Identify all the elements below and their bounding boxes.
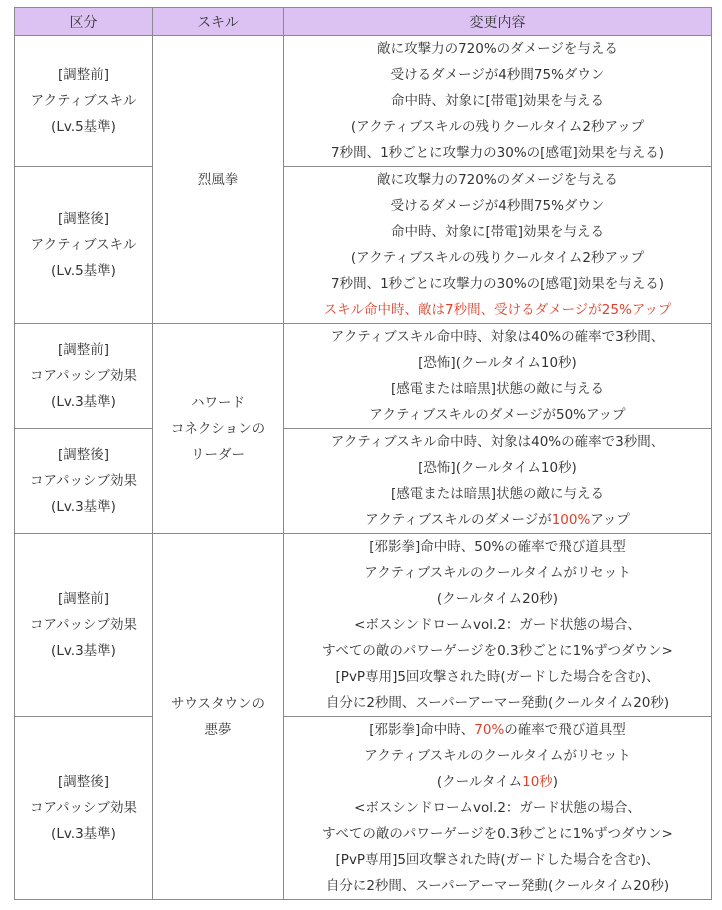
change-text: 自分に2秒間、スーパーアーマー発動(クールタイム20秒): [325, 878, 670, 894]
category-cell: [15, 429, 153, 534]
change-text: 受けるダメージが4秒間75%ダウン: [390, 67, 605, 83]
change-line: [284, 88, 711, 114]
table-header-row: [15, 8, 712, 36]
change-text: <ボスシンドロームvol.2：ガード状態の場合、: [354, 617, 641, 633]
change-line: [284, 481, 711, 507]
change-text: [PvP専用]5回攻撃された時(ガードした場合を含む)、: [335, 669, 660, 685]
change-text: (アクティブスキルの残りクールタイム2秒アップ: [350, 250, 645, 266]
category-line: [調整後]: [57, 211, 110, 227]
header-changes: 変更内容: [284, 8, 712, 36]
change-text: [恐怖](クールタイム10秒): [418, 355, 577, 371]
change-line: [284, 297, 711, 323]
change-text: <ボスシンドロームvol.2：ガード状態の場合、: [354, 800, 641, 816]
skill-name-cell: [153, 534, 284, 900]
change-text: アクティブスキルのダメージが50%アップ: [369, 407, 626, 423]
skill-name-line: 悪夢: [204, 721, 232, 738]
change-text: アクティブスキルのクールタイムがリセット: [364, 565, 631, 581]
skill-changes-table: [14, 7, 712, 900]
change-line: [284, 167, 711, 193]
skill-name-line: ハワード: [191, 394, 245, 411]
changes-cell: [284, 717, 712, 900]
change-line: [284, 62, 711, 88]
change-line: [284, 690, 711, 716]
table-row: [15, 167, 712, 324]
change-line: [284, 717, 711, 743]
change-line: [284, 821, 711, 847]
category-line: コアパッシブ効果: [30, 368, 137, 384]
category-line: [調整後]: [57, 774, 110, 790]
category-line: コアパッシブ効果: [30, 473, 137, 489]
change-line: [284, 219, 711, 245]
change-text: 7秒間、1秒ごとに攻撃力の30%の[感電]効果を与える): [331, 145, 664, 161]
change-line: [284, 664, 711, 690]
highlighted-change-text: 70%: [474, 722, 505, 738]
category-line: コアパッシブ効果: [30, 617, 137, 633]
changes-cell: [284, 534, 712, 717]
highlighted-change-text: 100%: [551, 512, 591, 528]
change-text: アクティブスキルのクールタイムがリセット: [364, 748, 631, 764]
change-text: 受けるダメージが4秒間75%ダウン: [390, 198, 605, 214]
category-line: (Lv.3基準): [51, 826, 116, 842]
skill-name-line: 烈風拳: [197, 171, 239, 188]
change-line: [284, 350, 711, 376]
change-line: [284, 586, 711, 612]
change-text: ): [552, 774, 559, 790]
change-line: [284, 114, 711, 140]
change-text: アップ: [590, 512, 630, 528]
table-row: [15, 717, 712, 900]
change-text: [恐怖](クールタイム10秒): [418, 460, 577, 476]
category-line: アクティブスキル: [30, 237, 137, 253]
category-line: アクティブスキル: [30, 93, 137, 109]
skill-name-line: サウスタウンの: [170, 695, 266, 712]
change-text: の確率で飛び道具型: [504, 722, 626, 738]
skill-name-cell: [153, 324, 284, 534]
table-row: [15, 534, 712, 717]
change-text: 7秒間、1秒ごとに攻撃力の30%の[感電]効果を与える): [331, 276, 664, 292]
skill-name-line: リーダー: [191, 446, 245, 463]
category-line: [調整後]: [57, 447, 110, 463]
change-line: [284, 193, 711, 219]
change-text: アクティブスキル命中時、対象は40%の確率で3秒間、: [330, 329, 665, 345]
change-text: (クールタイム: [436, 774, 523, 790]
highlighted-change-text: 10秒: [522, 774, 553, 790]
skill-name-line: コネクションの: [170, 420, 266, 437]
change-line: [284, 873, 711, 899]
change-text: 命中時、対象に[帯電]効果を与える: [390, 224, 605, 240]
change-line: [284, 324, 711, 350]
category-line: [調整前]: [57, 342, 110, 358]
table-row: [15, 429, 712, 534]
change-line: [284, 245, 711, 271]
change-text: [邪影拳]命中時、50%の確率で飛び道具型: [369, 539, 626, 555]
table-body: [15, 36, 712, 900]
category-line: (Lv.3基準): [51, 499, 116, 515]
header-skill: スキル: [153, 8, 284, 36]
category-cell: [15, 534, 153, 717]
category-cell: [15, 36, 153, 167]
change-line: [284, 612, 711, 638]
change-line: [284, 140, 711, 166]
change-text: 敵に攻撃力の720%のダメージを与える: [377, 172, 618, 188]
change-line: [284, 376, 711, 402]
change-text: 敵に攻撃力の720%のダメージを与える: [377, 41, 618, 57]
category-line: (Lv.5基準): [51, 119, 116, 135]
change-line: [284, 507, 711, 533]
changes-cell: [284, 429, 712, 534]
header-category: 区分: [15, 8, 153, 36]
change-text: 自分に2秒間、スーパーアーマー発動(クールタイム20秒): [325, 695, 670, 711]
change-line: [284, 560, 711, 586]
change-text: アクティブスキルのダメージが: [365, 512, 552, 528]
category-cell: [15, 324, 153, 429]
category-line: [調整前]: [57, 67, 110, 83]
category-line: [調整前]: [57, 591, 110, 607]
change-line: [284, 429, 711, 455]
category-line: (Lv.5基準): [51, 263, 116, 279]
change-text: [邪影拳]命中時、: [369, 722, 475, 738]
change-line: [284, 36, 711, 62]
table-row: [15, 36, 712, 167]
change-line: [284, 769, 711, 795]
change-text: アクティブスキル命中時、対象は40%の確率で3秒間、: [330, 434, 665, 450]
change-line: [284, 638, 711, 664]
table-row: [15, 324, 712, 429]
category-line: コアパッシブ効果: [30, 800, 137, 816]
change-text: (アクティブスキルの残りクールタイム2秒アップ: [350, 119, 645, 135]
category-cell: [15, 167, 153, 324]
change-text: [感電または暗黒]状態の敵に与える: [390, 381, 605, 397]
change-text: すべての敵のパワーゲージを0.3秒ごとに1%ずつダウン>: [322, 826, 673, 842]
change-text: 命中時、対象に[帯電]効果を与える: [390, 93, 605, 109]
change-line: [284, 271, 711, 297]
changes-cell: [284, 167, 712, 324]
change-line: [284, 795, 711, 821]
change-line: [284, 455, 711, 481]
change-text: すべての敵のパワーゲージを0.3秒ごとに1%ずつダウン>: [322, 643, 673, 659]
category-line: (Lv.3基準): [51, 643, 116, 659]
category-cell: [15, 717, 153, 900]
category-line: (Lv.3基準): [51, 394, 116, 410]
change-line: [284, 847, 711, 873]
change-line: [284, 743, 711, 769]
change-line: [284, 402, 711, 428]
changes-cell: [284, 36, 712, 167]
change-text: (クールタイム20秒): [436, 591, 559, 607]
change-text: [感電または暗黒]状態の敵に与える: [390, 486, 605, 502]
changes-cell: [284, 324, 712, 429]
change-line: [284, 534, 711, 560]
change-text: [PvP専用]5回攻撃された時(ガードした場合を含む)、: [335, 852, 660, 868]
skill-name-cell: [153, 36, 284, 324]
highlighted-change-text: スキル命中時、敵は7秒間、受けるダメージが25%アップ: [323, 302, 672, 318]
